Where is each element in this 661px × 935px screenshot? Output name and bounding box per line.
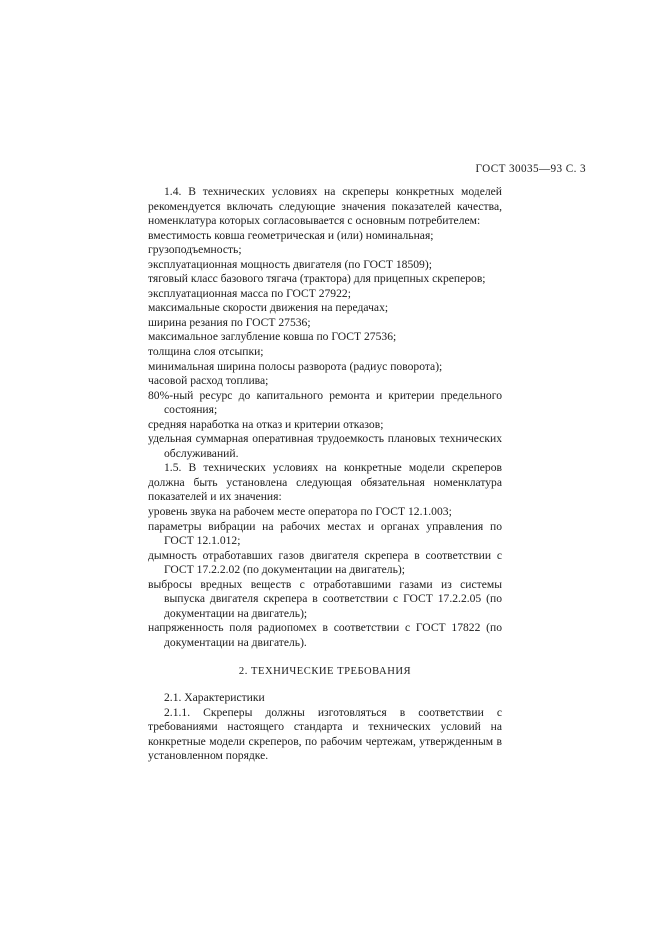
list-item: тяговый класс базового тягача (трактора) для прицепных скреперов; <box>148 272 486 286</box>
list-item: эксплуатационная мощность двигателя (по ГОСТ 18509); <box>148 257 432 271</box>
list-item: ширина резания по ГОСТ 27536; <box>148 315 311 329</box>
list-item: грузоподъемность; <box>148 243 242 257</box>
list-item: дымность отработавших газов двигателя скрепера в соответствии с ГОСТ 17.2.2.02 (по документации на двигатель); <box>148 548 502 577</box>
list-item: уровень звука на рабочем месте оператора по ГОСТ 12.1.003; <box>148 505 452 519</box>
section-heading: 2. ТЕХНИЧЕСКИЕ ТРЕБОВАНИЯ <box>238 665 412 677</box>
list-item: выбросы вредных веществ с отработавшими газами из системы выпуска двигателя скрепера в соответствии с ГОСТ 17.2.2.05 (по документации на двигатель); <box>148 577 502 620</box>
list-item: часовой расход топлива; <box>148 374 269 388</box>
list-item: вместимость ковша геометрическая и (или) номинальная; <box>148 228 434 242</box>
paragraph-2-1-1: 2.1.1. Скреперы должны изготовляться в соответствии с требованиями настоящего стандарта и технических условий на конкретные модели скреперов, по рабочим чертежам, утвержденным в установленном порядке. <box>148 705 502 763</box>
list-item: минимальная ширина полосы разворота (радиус поворота); <box>148 359 443 373</box>
paragraph-1-5: 1.5. В технических условиях на конкретные модели скреперов должна быть установлена следующая обязательная номенклатура показателей и их значения: <box>148 461 502 504</box>
list-item: средняя наработка на отказ и критерии отказов; <box>148 417 384 431</box>
list-item: толщина слоя отсыпки; <box>148 345 264 359</box>
list-1-5 <box>148 505 502 650</box>
list-item: максимальные скорости движения на передачах; <box>148 301 389 315</box>
list-item: 80%-ный ресурс до капитального ремонта и критерии предельного состояния; <box>148 388 502 417</box>
list-item: напряженность поля радиопомех в соответствии с ГОСТ 17822 (по документации на двигатель). <box>148 621 502 649</box>
page-header: ГОСТ 30035—93 С. 3 <box>475 163 586 175</box>
page-content <box>148 185 502 764</box>
list-item: максимальное заглубление ковша по ГОСТ 27536; <box>148 330 397 344</box>
list-item: эксплуатационная масса по ГОСТ 27922; <box>148 286 351 300</box>
paragraph-1-4: 1.4. В технических условиях на скреперы конкретных моделей рекомендуется включать следующие значения показателей качества, номенклатура которых согласовывается с основным потребителем: <box>148 185 502 228</box>
list-item: удельная суммарная оперативная трудоемкость плановых технических обслуживаний. <box>148 432 502 460</box>
list-item: параметры вибрации на рабочих местах и органах управления по ГОСТ 12.1.012; <box>148 519 502 548</box>
list-1-4 <box>148 229 502 462</box>
subsection-title: 2.1. Характеристики <box>164 691 265 705</box>
